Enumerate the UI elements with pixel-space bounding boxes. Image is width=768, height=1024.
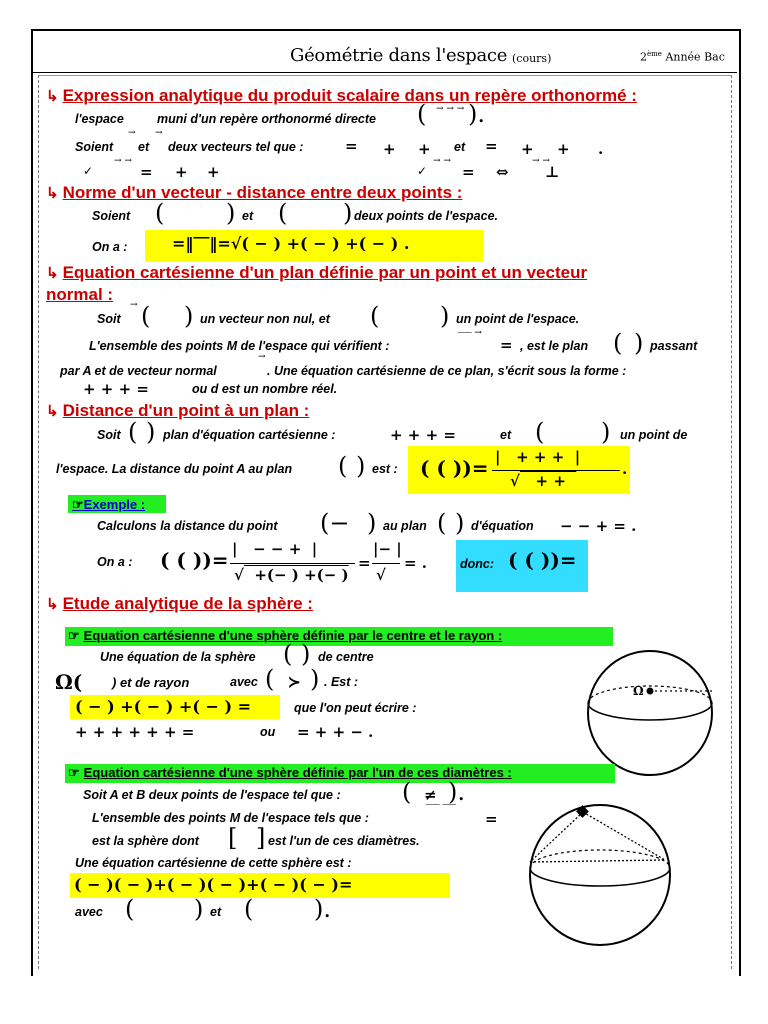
s1-and: et xyxy=(454,140,466,154)
sphere-center-figure xyxy=(585,648,725,778)
s5-a4c: = + + − . xyxy=(297,723,374,741)
arrow-icon: ↳ xyxy=(46,403,59,420)
s3-vec-n: → xyxy=(130,300,138,310)
s5-b1b: ≠ xyxy=(424,786,437,804)
donc-formula: ( ( ))= xyxy=(508,548,577,572)
section-4-title: Distance d'un point à un plan : xyxy=(62,401,310,420)
pointing-hand-icon: ☞ xyxy=(72,497,84,512)
s4-line1a: Soit xyxy=(97,428,121,442)
s5-a4: + + + + + + = xyxy=(75,723,195,741)
s3-line1a: Soit xyxy=(97,312,121,326)
s3-line4a: + + + = xyxy=(83,380,149,398)
s5-b6-paren3: ( xyxy=(244,895,254,923)
s4-num-text: + + + xyxy=(516,448,565,466)
ex-line1c: ) xyxy=(367,509,377,537)
sub2-title: Equation cartésienne d'une sphère définie par l'un de ces diamètres : xyxy=(83,765,512,780)
ex-line1e: d'équation xyxy=(471,519,534,533)
s5-paren2: ) xyxy=(301,640,311,668)
class-level-sup: ème xyxy=(647,50,662,58)
s4-line2a: l'espace. La distance du point A au plan xyxy=(56,462,293,476)
s3-paren-n1: ( xyxy=(141,302,151,330)
s5-a2a: Ω( xyxy=(55,670,83,694)
s1-plus4: + xyxy=(557,140,570,158)
class-level-number: 2 xyxy=(640,50,647,64)
perpendicular-icon: ⊥ xyxy=(545,163,560,181)
ex-paren1: ( xyxy=(437,509,447,537)
s4-paren5: ( xyxy=(338,452,348,480)
s5-bracket2: ] xyxy=(256,824,266,852)
s1-paren-close: ). xyxy=(468,100,485,128)
sphere2-equator-front xyxy=(530,868,670,886)
s1-l3-plus1: + xyxy=(175,163,188,181)
class-level-text: Année Bac xyxy=(665,50,725,64)
s5-a2d: ≻ xyxy=(288,673,301,691)
s5-b3b: est l'un de ces diamètres. xyxy=(268,834,420,848)
section-5-title: Etude analytique de la sphère : xyxy=(62,594,313,613)
header-rule xyxy=(33,72,737,73)
sphere2-diameter xyxy=(530,860,665,862)
arrow-icon: ↳ xyxy=(46,88,59,105)
s5-a2e: . Est : xyxy=(324,675,359,689)
s1-line2a: Soient xyxy=(75,140,114,154)
ex-line2b: ( ( ))= xyxy=(160,548,229,572)
s3-paren-a2: ) xyxy=(440,302,450,330)
s2-paren-a2: ) xyxy=(226,199,236,227)
s1-dot-arrows-2: → → xyxy=(433,156,451,166)
s2-paren-b1: ( xyxy=(278,199,288,227)
s3-line3b: . Une équation cartésienne de ce plan, s'écrit sous la forme : xyxy=(267,364,627,378)
s5-a2b: ) et de rayon xyxy=(112,675,190,690)
s1-period: . xyxy=(598,140,604,158)
section-3-title-1: Equation cartésienne d'un plan définie par un point et un vecteur xyxy=(62,263,588,282)
s5-b6-paren1: ( xyxy=(125,895,135,923)
arrow-icon: ↳ xyxy=(46,596,59,613)
section-5-heading xyxy=(46,594,313,614)
s1-line1b: muni d'un repère orthonormé directe xyxy=(157,112,376,126)
s1-line2c: deux vecteurs tel que : xyxy=(168,140,304,154)
ex-num: | − − + | xyxy=(232,540,318,558)
example-heading xyxy=(72,497,145,513)
omega-label: Ω xyxy=(633,684,644,698)
sphere2-outline xyxy=(530,805,670,945)
s5-paren1: ( xyxy=(283,640,293,668)
check-icon: ✓ xyxy=(83,164,94,178)
section-1-title: Expression analytique du produit scalaire dans un repère orthonormé : xyxy=(62,86,637,105)
s5-a2c: avec xyxy=(230,675,258,689)
section-1-heading xyxy=(46,86,637,106)
s4-paren6: ) xyxy=(356,452,366,480)
ex-line2a: On a : xyxy=(97,555,133,569)
s3-eq: = xyxy=(500,336,513,354)
s5-b2b: = xyxy=(485,810,498,828)
ex-frac2-den: √ xyxy=(376,566,386,584)
s4-paren2: ) xyxy=(146,418,156,446)
donc-label: donc: xyxy=(460,557,495,571)
pointing-hand-icon: ☞ xyxy=(68,765,80,780)
s3-plan-paren1: ( xyxy=(613,329,623,357)
s1-line2b: et xyxy=(138,140,150,154)
s5-a3b: que l'on peut écrire : xyxy=(294,701,417,715)
ex-line1a: Calculons la distance du point xyxy=(97,519,278,533)
ex-num-text: − − + xyxy=(253,540,302,558)
s3-line4b: ou d est un nombre réel. xyxy=(192,382,338,396)
s1-line1a: l'espace xyxy=(75,112,124,126)
s2-paren-b2: ) xyxy=(343,199,353,227)
s1-l3-eq: = xyxy=(140,163,153,181)
s1-arrows: → → → xyxy=(436,104,465,114)
ex-fraction-bar-2 xyxy=(372,563,400,564)
ex-line1f: − − + = . xyxy=(560,517,637,535)
s4-fraction-bar xyxy=(492,470,620,471)
s2-line1c: deux points de l'espace. xyxy=(354,209,498,223)
s4-line1d: et xyxy=(500,428,512,442)
s1-plus2: + xyxy=(418,140,431,158)
s5-b5: ( − )( − )+( − )( − )+( − )( − )= xyxy=(74,875,353,894)
s5-a1: Une équation de la sphère xyxy=(100,650,256,664)
s3-vec-n2: → xyxy=(258,352,266,362)
sphere-equator-front xyxy=(588,703,712,720)
s1-plus3: + xyxy=(521,140,534,158)
s3-arrows: ⎯⎯⎯ → xyxy=(458,328,482,338)
s4-line2b: est : xyxy=(372,462,398,476)
ex-eq2: = . xyxy=(404,554,428,572)
s4-line1b: plan d'équation cartésienne : xyxy=(163,428,336,442)
s5-a4b: ou xyxy=(260,725,276,739)
s4-paren1: ( xyxy=(128,418,138,446)
section-2-title: Norme d'un vecteur - distance entre deux points : xyxy=(62,183,463,202)
page-title: Géométrie dans l'espace xyxy=(290,45,508,66)
s2-line1a: Soient xyxy=(92,209,131,223)
s4-line1c: + + + = xyxy=(390,426,456,444)
s3-paren-n2: ) xyxy=(184,302,194,330)
pointing-hand-icon: ☞ xyxy=(68,628,80,643)
s5-b2-arrows: ⎯⎯⎯ ⎯⎯⎯ xyxy=(426,800,456,810)
s2-line1b: et xyxy=(242,209,254,223)
s3-line1b: un vecteur non nul, et xyxy=(200,312,330,326)
ex-frac2-num: |− | xyxy=(373,540,402,558)
section-3-heading xyxy=(46,263,587,283)
sub1-title: Equation cartésienne d'une sphère définie par le centre et le rayon : xyxy=(83,628,503,643)
s1-vec-v: → xyxy=(155,128,163,138)
ex-fraction-bar xyxy=(230,563,355,564)
s5-b6-paren4: ). xyxy=(314,895,331,923)
class-level xyxy=(640,50,725,64)
s5-b6a: avec xyxy=(75,905,103,919)
s5-a3: ( − ) +( − ) +( − ) = xyxy=(75,697,251,716)
s3-line1c: un point de l'espace. xyxy=(456,312,580,326)
arrow-icon: ↳ xyxy=(46,265,59,282)
s5-b6-paren2: ) xyxy=(194,895,204,923)
s4-paren4: ) xyxy=(601,418,611,446)
s1-plus1: + xyxy=(383,140,396,158)
s4-formula-num: | + + + | xyxy=(495,448,581,466)
s1-paren-open: ( xyxy=(417,100,427,128)
s4-formula-den: √ + + xyxy=(510,472,566,490)
s5-b1-paren1: ( xyxy=(402,778,412,806)
ex-den-text: +(− ) +(− ) xyxy=(254,566,349,584)
s3-paren-a1: ( xyxy=(370,302,380,330)
s5-b3: est la sphère dont xyxy=(92,834,199,848)
ex-den: √ +(− ) +(− ) xyxy=(234,566,349,584)
sub2-heading xyxy=(68,765,512,781)
s1-eq2: = xyxy=(485,137,498,155)
s2-line2a: On a : xyxy=(92,240,128,254)
s4-den-text: + + xyxy=(535,472,566,490)
equivalence-icon: ⇔ xyxy=(496,163,509,181)
page-subtitle: (cours) xyxy=(512,52,552,65)
s5-b6b: et xyxy=(210,905,222,919)
s4-paren3: ( xyxy=(535,418,545,446)
s3-line2c: , est le plan xyxy=(520,339,589,353)
s1-l3-eq2: = xyxy=(462,163,475,181)
s1-perp-arrows: → → xyxy=(532,156,550,166)
s5-b1: Soit A et B deux points de l'espace tel que : xyxy=(83,788,341,802)
s5-paren4: ) xyxy=(310,665,320,693)
sphere-diameter-figure xyxy=(525,800,675,950)
sphere-outline xyxy=(588,651,712,775)
s5-b4: Une équation cartésienne de cette sphère est : xyxy=(75,856,352,870)
s5-b1-paren2: ). xyxy=(448,778,465,806)
sphere2-equator-back xyxy=(530,850,670,868)
s5-bracket1: [ xyxy=(228,824,238,852)
s5-a1b: de centre xyxy=(318,650,374,664)
s4-formula-left: ( ( ))= xyxy=(420,456,489,480)
s5-paren3: ( xyxy=(265,665,275,693)
s3-line3a: par A et de vecteur normal xyxy=(60,364,217,378)
sphere2-chord-2 xyxy=(583,812,665,860)
ex-eq1: = xyxy=(358,554,371,572)
arrow-icon: ↳ xyxy=(46,185,59,202)
section-4-heading xyxy=(46,401,309,421)
ex-line1b: (− xyxy=(320,509,350,537)
s1-l3-plus2: + xyxy=(207,163,220,181)
s5-b2: L'ensemble des points M de l'espace tels que : xyxy=(92,811,369,825)
section-2-heading xyxy=(46,183,462,203)
ex-paren2: ) xyxy=(455,509,465,537)
s3-line2d: passant xyxy=(650,339,698,353)
example-title: Exemple : xyxy=(83,497,146,512)
s4-formula-dot: . xyxy=(622,460,628,478)
s1-dot-arrows: → → xyxy=(114,156,132,166)
s3-line2a: L'ensemble des points M de l'espace qui vérifient : xyxy=(89,339,390,353)
s3-plan-paren2: ) xyxy=(634,329,644,357)
check-icon-2: ✓ xyxy=(417,164,428,178)
s2-formula: =‖‾‾‖=√( − ) +( − ) +( − ) . xyxy=(172,234,410,253)
ex-line1d: au plan xyxy=(383,519,427,533)
s4-line1e: un point de xyxy=(620,428,688,442)
section-3-title-2: normal : xyxy=(46,285,114,304)
s1-vec-u: → xyxy=(128,128,136,138)
s1-eq1: = xyxy=(345,137,358,155)
s2-paren-a1: ( xyxy=(155,199,165,227)
